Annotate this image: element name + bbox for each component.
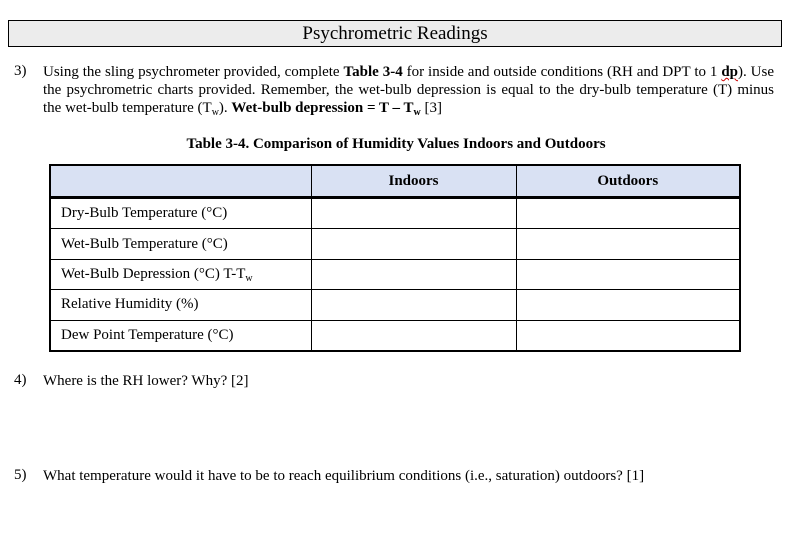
marks: [3] xyxy=(420,100,442,116)
text-run: ). xyxy=(218,100,232,116)
question-3 xyxy=(14,63,774,119)
question-text xyxy=(43,63,774,119)
indoors-input-cell[interactable] xyxy=(311,229,516,259)
question-4 xyxy=(14,372,774,390)
text-run: ). Use the psychrometric charts provided. Remember, the wet-bulb depression is equal to the dry-bulb temperature (T) minus the wet-bulb temperature (T xyxy=(43,64,775,116)
section-title: Psychrometric Readings xyxy=(8,20,782,47)
spellcheck-word: dp xyxy=(721,64,739,80)
table-row xyxy=(50,290,740,320)
table-reference: Table 3-4 xyxy=(343,64,403,80)
question-text: Where is the RH lower? Why? [2] xyxy=(43,373,249,389)
indoors-input-cell[interactable] xyxy=(311,198,516,229)
text-run: for inside and outside conditions (RH and DPT to 1 xyxy=(402,64,722,80)
question-5 xyxy=(14,467,774,485)
row-label: Dry-Bulb Temperature (°C) xyxy=(50,198,311,229)
indoors-input-cell[interactable] xyxy=(311,320,516,351)
table-header-row xyxy=(50,165,740,198)
indoors-input-cell[interactable] xyxy=(311,259,516,289)
subscript: w xyxy=(413,107,421,118)
header-blank xyxy=(50,165,311,198)
row-label: Wet-Bulb Temperature (°C) xyxy=(50,229,311,259)
table-row xyxy=(50,229,740,259)
row-label: Relative Humidity (%) xyxy=(50,290,311,320)
question-number: 3) xyxy=(14,63,27,79)
header-indoors: Indoors xyxy=(311,165,516,198)
formula: Wet-bulb depression = T – T xyxy=(231,100,414,116)
table-row xyxy=(50,198,740,229)
question-number: 5) xyxy=(14,467,27,483)
table-row xyxy=(50,320,740,351)
outdoors-input-cell[interactable] xyxy=(516,290,740,320)
question-number: 4) xyxy=(14,372,27,388)
outdoors-input-cell[interactable] xyxy=(516,198,740,229)
outdoors-input-cell[interactable] xyxy=(516,229,740,259)
outdoors-input-cell[interactable] xyxy=(516,259,740,289)
table-caption: Table 3-4. Comparison of Humidity Values Indoors and Outdoors xyxy=(186,136,606,152)
row-label: Wet-Bulb Depression (°C) $T-T_w$ xyxy=(50,259,311,289)
text-run: Using the sling psychrometer provided, complete xyxy=(43,64,344,80)
humidity-table xyxy=(49,164,741,352)
indoors-input-cell[interactable] xyxy=(311,290,516,320)
table-row xyxy=(50,259,740,289)
row-label: Dew Point Temperature (°C) xyxy=(50,320,311,351)
outdoors-input-cell[interactable] xyxy=(516,320,740,351)
question-text: What temperature would it have to be to reach equilibrium conditions (i.e., saturation) outdoors? [1] xyxy=(43,468,645,484)
subscript: w xyxy=(211,107,219,118)
header-outdoors: Outdoors xyxy=(516,165,740,198)
subscript: w xyxy=(245,272,253,284)
